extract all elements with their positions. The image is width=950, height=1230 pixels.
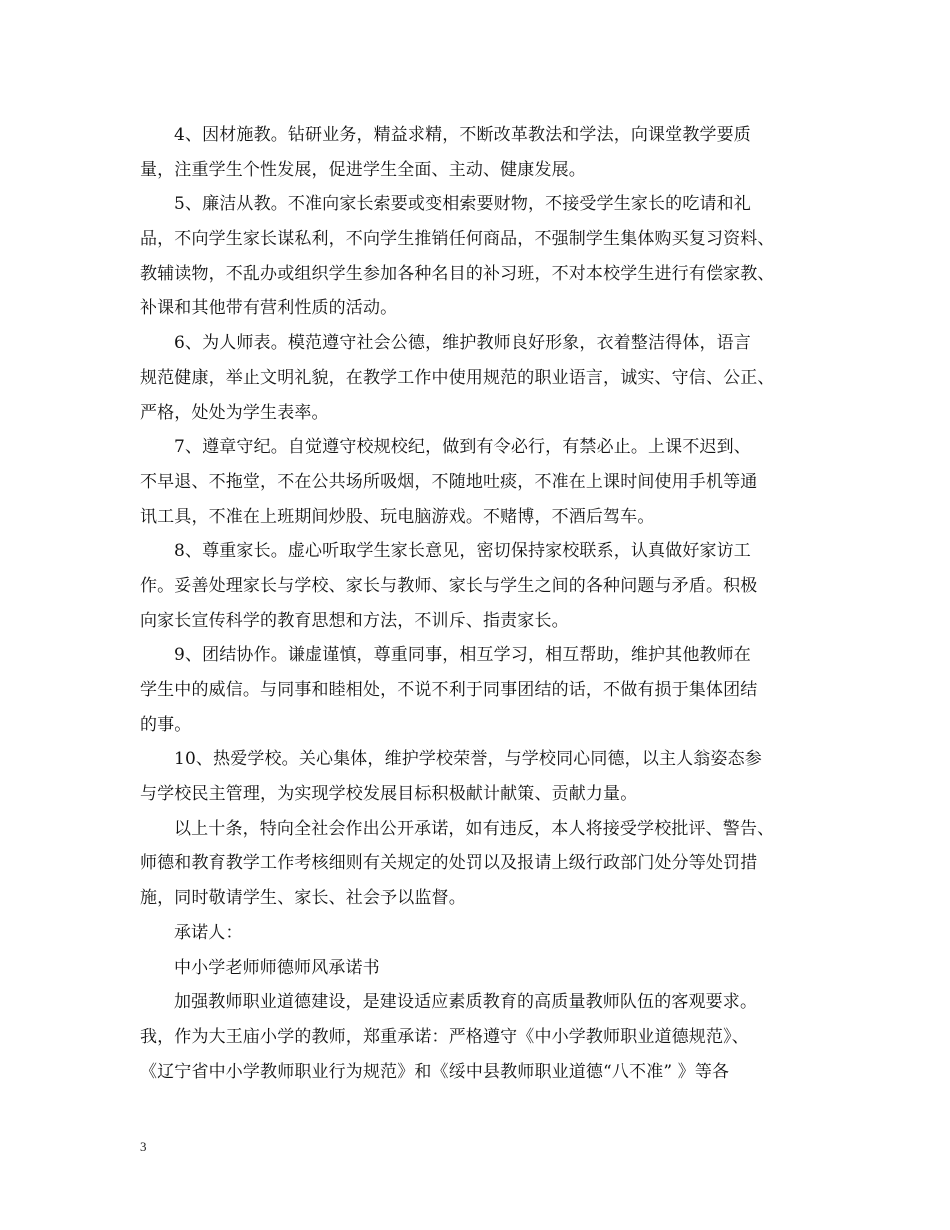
paragraph-5-line-3: 教辅读物，不乱办或组织学生参加各种名目的补习班，不对本校学生进行有偿家教、 [140, 263, 775, 284]
paragraph-9-line-3: 的事。 [140, 714, 192, 735]
paragraph-6-line-1: 6、为人师表。模范遵守社会公德，维护教师良好形象，衣着整洁得体，语言 [174, 333, 751, 354]
paragraph-6-line-3: 严格，处处为学生表率。 [140, 402, 329, 423]
paragraph-8-line-1: 8、尊重家长。虚心听取学生家长意见，密切保持家校联系，认真做好家访工 [174, 541, 751, 562]
intro-paragraph-line-2: 我，作为大王庙小学的教师，郑重承诺：严格遵守《中小学教师职业道德规范》、 [140, 1026, 749, 1047]
intro-paragraph-line-3: 《辽宁省中小学教师职业行为规范》和《绥中县教师职业道德“八不准” 》等各 [140, 1061, 730, 1082]
paragraph-10-line-1: 10、热爱学校。关心集体，维护学校荣誉，与学校同心同德，以主人翁姿态参 [174, 749, 762, 770]
section-title: 中小学老师师德师风承诺书 [174, 957, 380, 978]
paragraph-8-line-3: 向家长宣传科学的教育思想和方法，不训斥、指责家长。 [140, 610, 569, 631]
signature-label: 承诺人： [174, 922, 243, 943]
paragraph-7-line-1: 7、遵章守纪。自觉遵守校规校纪，做到有令必行，有禁必止。上课不迟到、 [174, 437, 751, 458]
pledge-paragraph-line-3: 施，同时敬请学生、家长、社会予以监督。 [140, 888, 466, 909]
paragraph-4-line-1: 4、因材施教。钻研业务，精益求精，不断改革教法和学法，向课堂教学要质 [174, 125, 751, 145]
page-number: 3 [140, 1139, 147, 1154]
paragraph-6-line-2: 规范健康，举止文明礼貌，在教学工作中使用规范的职业语言，诚实、守信、公正、 [140, 367, 775, 388]
paragraph-7-line-3: 讯工具，不准在上班期间炒股、玩电脑游戏。不赌博，不酒后驾车。 [140, 506, 655, 527]
intro-paragraph-line-1: 加强教师职业道德建设，是建设适应素质教育的高质量教师队伍的客观要求。 [174, 992, 758, 1013]
paragraph-7-line-2: 不早退、不拖堂，不在公共场所吸烟，不随地吐痰，不准在上课时间使用手机等通 [140, 471, 758, 492]
paragraph-10-line-2: 与学校民主管理，为实现学校发展目标积极献计献策、贡献力量。 [140, 784, 638, 805]
paragraph-9-line-1: 9、团结协作。谦虚谨慎，尊重同事，相互学习，相互帮助，维护其他教师在 [174, 645, 751, 666]
paragraph-5-line-2: 品，不向学生家长谋私利，不向学生推销任何商品，不强制学生集体购买复习资料、 [140, 229, 775, 250]
document-body [140, 118, 812, 1089]
paragraph-5-line-1: 5、廉洁从教。不准向家长索要或变相索要财物，不接受学生家长的吃请和礼 [174, 194, 751, 215]
pledge-paragraph-line-2: 师德和教育教学工作考核细则有关规定的处罚以及报请上级行政部门处分等处罚措 [140, 853, 758, 874]
paragraph-5-line-4: 补课和其他带有营利性质的活动。 [140, 298, 398, 319]
pledge-paragraph-line-1: 以上十条，特向全社会作出公开承诺，如有违反，本人将接受学校批评、警告、 [174, 818, 775, 839]
paragraph-9-line-2: 学生中的威信。与同事和睦相处，不说不利于同事团结的话，不做有损于集体团结 [140, 680, 758, 700]
paragraph-8-line-2: 作。妥善处理家长与学校、家长与教师、家长与学生之间的各种问题与矛盾。积极 [140, 575, 758, 596]
paragraph-4-line-2: 量，注重学生个性发展，促进学生全面、主动、健康发展。 [140, 159, 586, 180]
